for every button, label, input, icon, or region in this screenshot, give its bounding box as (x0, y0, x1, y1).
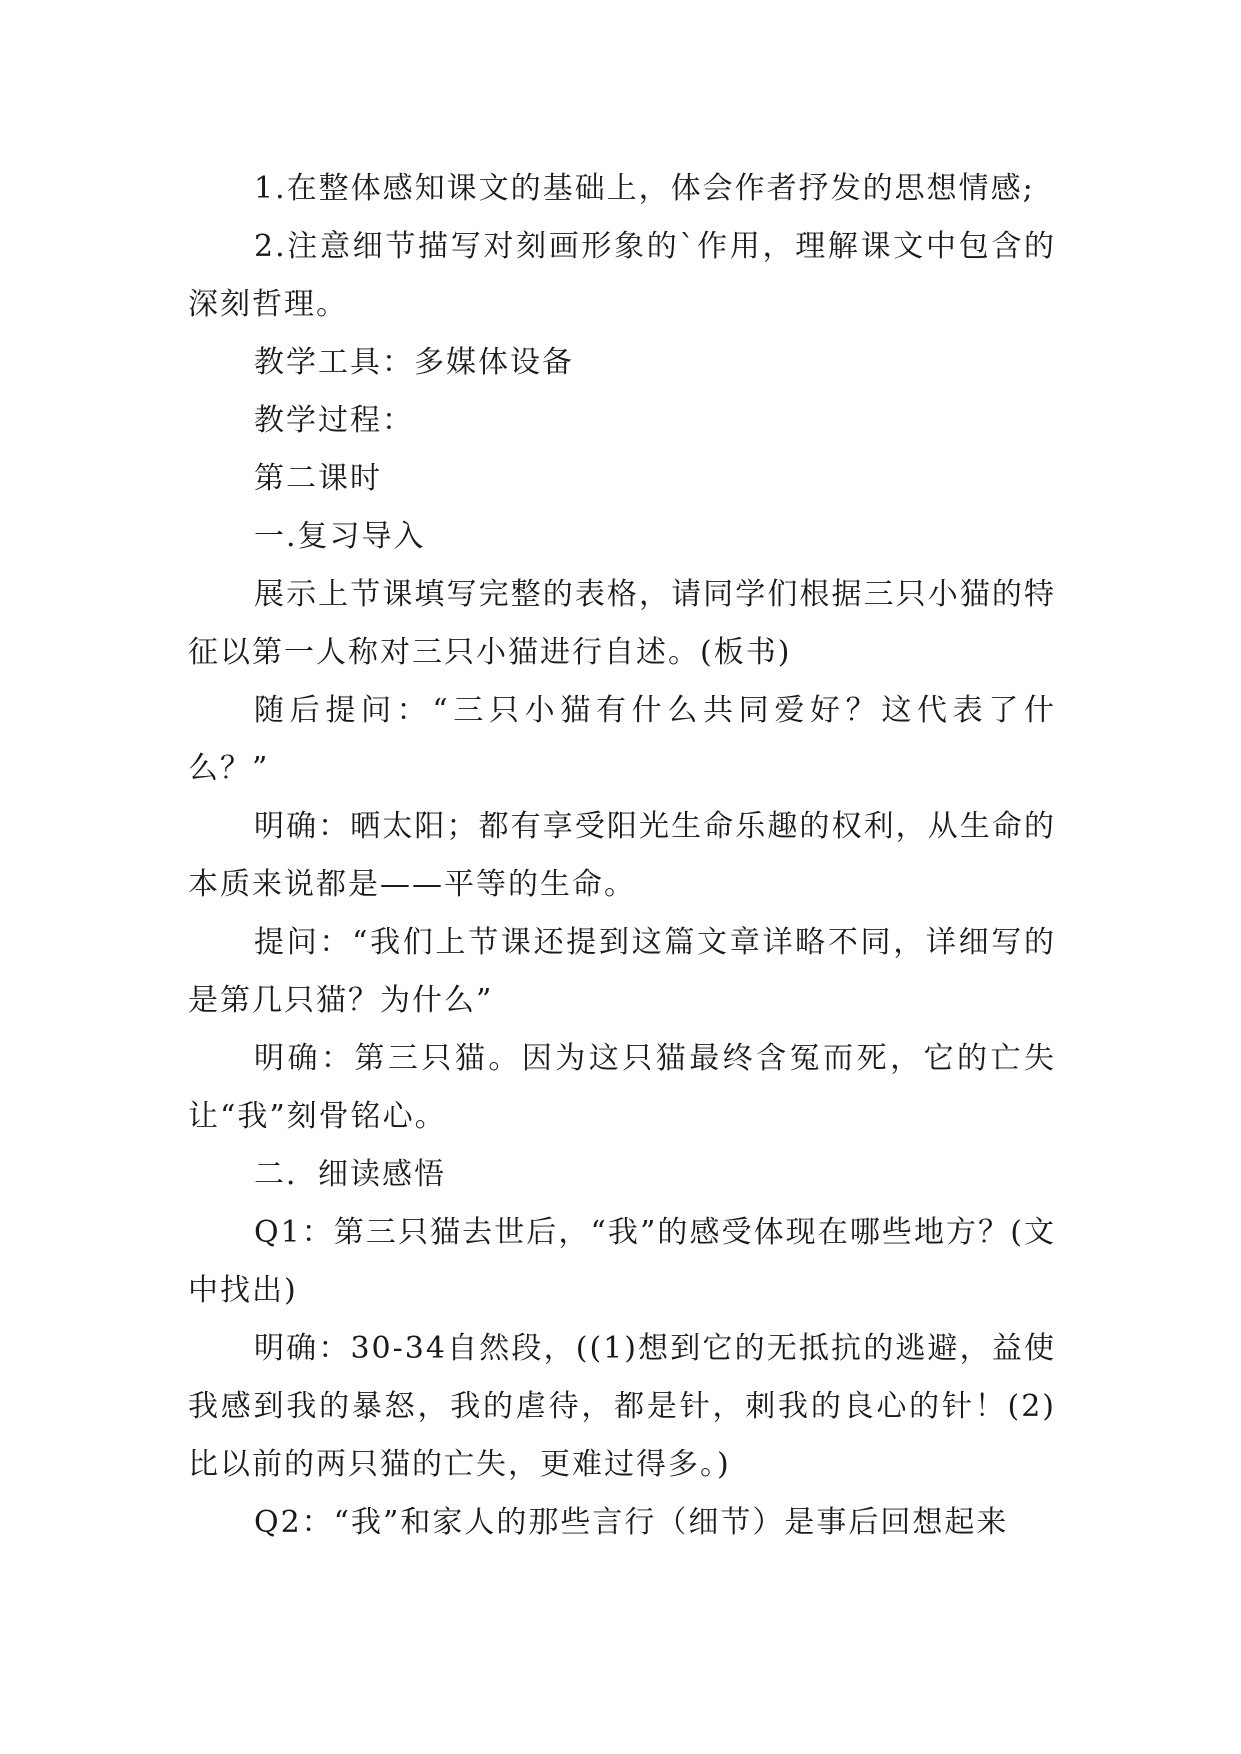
question-paragraph-2: 提问：“我们上节课还提到这篇文章详略不同，详细写的是第几只猫？为什么” (188, 925, 1056, 1018)
answer-paragraph-2: 明确：第三只猫。因为这只猫最终含冤而死，它的亡失让“我”刻骨铭心。 (188, 1041, 1056, 1134)
q2-paragraph: Q2：“我”和家人的那些言行（细节）是事后回想起来 (254, 1505, 1009, 1540)
q1-paragraph: Q1：第三只猫去世后，“我”的感受体现在哪些地方？(文中找出) (188, 1215, 1056, 1308)
teaching-process-heading: 教学过程： (254, 403, 414, 438)
lesson-two-heading: 第二课时 (254, 461, 382, 496)
teaching-tools: 教学工具：多媒体设备 (254, 345, 574, 380)
objective-2: 2.注意细节描写对刻画形象的`作用，理解课文中包含的深刻哲理。 (188, 229, 1056, 322)
answer-paragraph-1: 明确：晒太阳；都有享受阳光生命乐趣的权利，从生命的本质来说都是——平等的生命。 (188, 809, 1056, 902)
q1-answer-paragraph: 明确：30-34自然段，((1)想到它的无抵抗的逃避，益使我感到我的暴怒，我的虐待，都是针，刺我的良心的针！(2)比以前的两只猫的亡失，更难过得多。) (188, 1331, 1056, 1482)
section-review-heading: 一.复习导入 (254, 519, 426, 554)
question-paragraph: 随后提问：“三只小猫有什么共同爱好？这代表了什么？” (188, 693, 1056, 786)
document-body (188, 160, 1056, 1552)
objective-1: 1.在整体感知课文的基础上，体会作者抒发的思想情感; (254, 171, 1035, 206)
review-paragraph: 展示上节课填写完整的表格，请同学们根据三只小猫的特征以第一人称对三只小猫进行自述。(板书) (188, 577, 1056, 670)
section-reading-heading: 二．细读感悟 (254, 1157, 446, 1192)
